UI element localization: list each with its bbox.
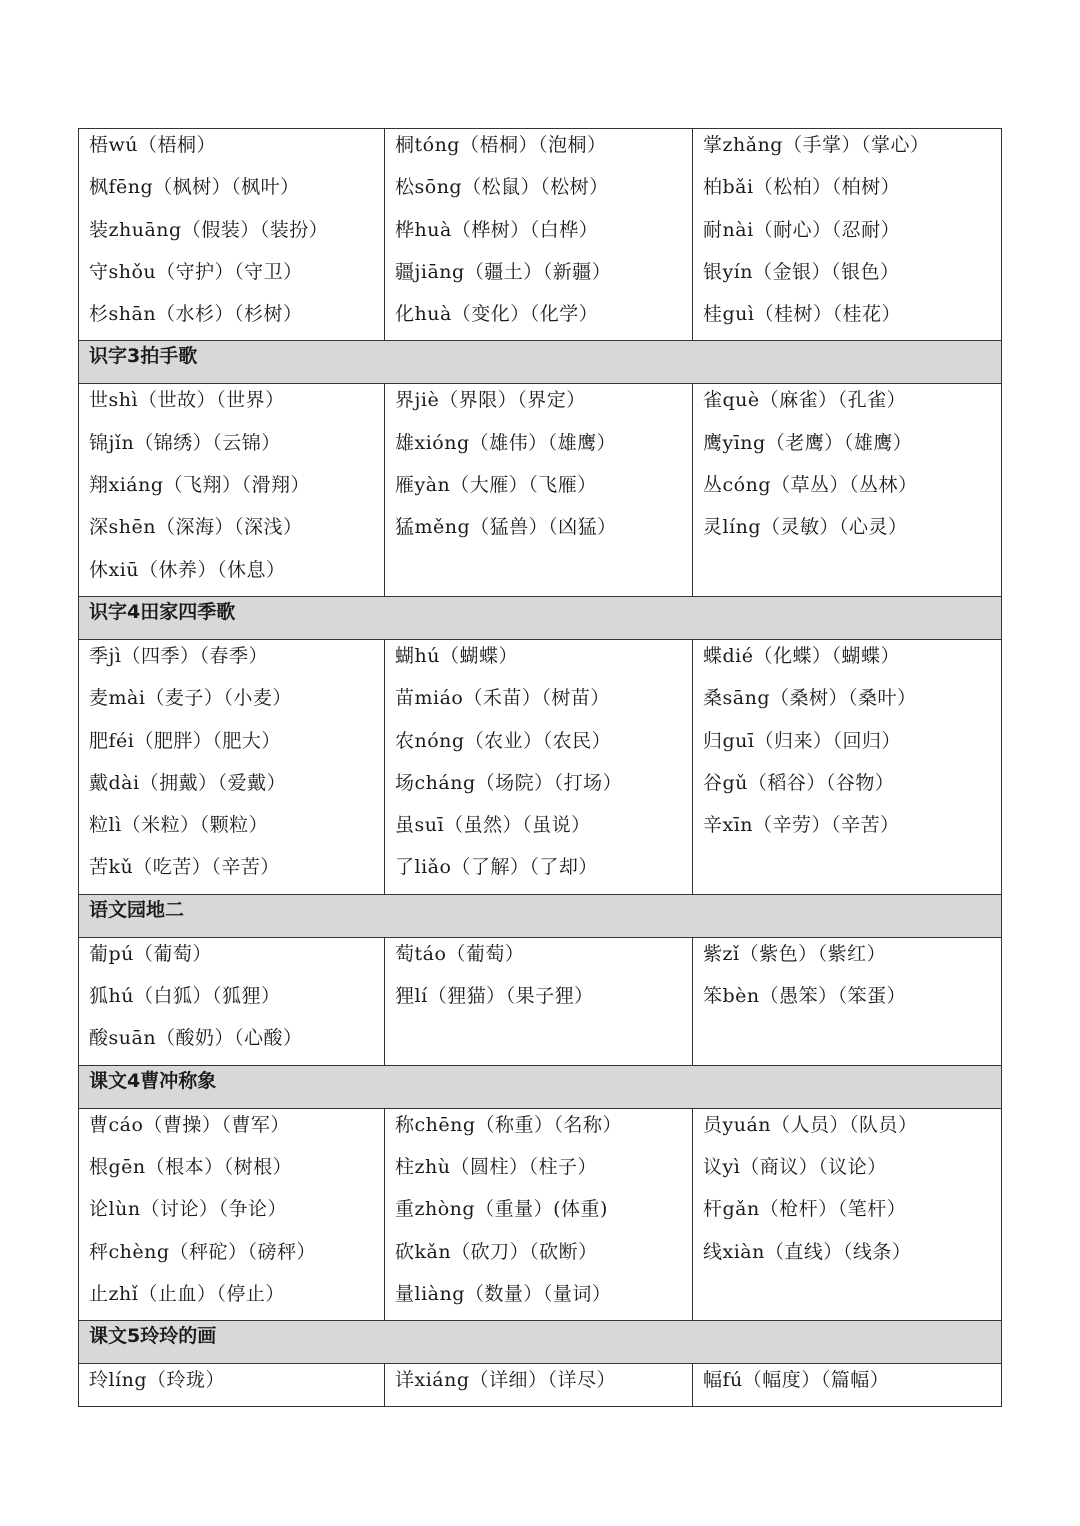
word-group-row [79, 1108, 1002, 1320]
vocabulary-entry: 称chēng（称重）（名称） [395, 1113, 623, 1136]
vocabulary-entry: 枫fēng（枫树）（枫叶） [89, 176, 300, 199]
vocabulary-entry: 杆gǎn（枪杆）（笔杆） [703, 1198, 907, 1221]
vocabulary-entry: 桐tóng（梧桐）（泡桐） [395, 134, 607, 156]
vocabulary-entry: 柱zhù（圆柱）（柱子） [395, 1155, 597, 1178]
vocabulary-entry: 杉shān（水杉）（杉树） [89, 303, 303, 326]
word-column-cell [693, 639, 1002, 894]
vocabulary-entry: 萄táo（葡萄） [395, 942, 525, 965]
vocabulary-entry: 装zhuāng（假装）（装扮） [89, 218, 329, 241]
word-group-row [79, 384, 1002, 596]
vocabulary-entry: 狐hú（白狐）（狐狸） [89, 985, 281, 1008]
word-column-cell [385, 1108, 693, 1320]
vocabulary-entry: 桦huà（桦树）（白桦） [395, 218, 599, 241]
word-column-cell [385, 1364, 693, 1407]
vocabulary-entry: 秤chèng（秤砣）（磅秤） [89, 1240, 317, 1263]
vocabulary-table-body [79, 129, 1002, 1407]
vocabulary-entry: 砍kǎn（砍刀）（砍断） [395, 1240, 598, 1263]
vocabulary-entry: 根gēn（根本）（树根） [89, 1155, 293, 1178]
vocabulary-entry: 深shēn（深海）（深浅） [89, 516, 303, 539]
vocabulary-entry: 戴dài（拥戴）（爱戴） [89, 771, 287, 794]
vocabulary-entry: 场cháng（场院）（打场） [395, 771, 623, 794]
word-group-row [79, 937, 1002, 1065]
word-column-cell [79, 1364, 385, 1407]
word-group-row [79, 639, 1002, 894]
word-column-cell [79, 1108, 385, 1320]
section-header-row [79, 1321, 1002, 1364]
vocabulary-entry: 季jì（四季）（春季） [89, 644, 268, 667]
word-column-cell [385, 639, 693, 894]
vocabulary-entry: 银yín（金银）（银色） [703, 260, 900, 283]
vocabulary-entry: 桂guì（桂树）（桂花） [703, 303, 901, 326]
section-title: 课文5玲玲的画 [79, 1321, 1002, 1364]
vocabulary-entry: 掌zhǎng（手掌）（掌心） [703, 134, 930, 156]
vocabulary-entry: 柏bǎi（松柏）（柏树） [703, 176, 901, 199]
section-header-row [79, 341, 1002, 384]
vocabulary-entry: 猛měng（猛兽）（凶猛） [395, 516, 617, 539]
vocabulary-entry: 蝴hú（蝴蝶） [395, 644, 518, 667]
vocabulary-entry: 松sōng（松鼠）（松树） [395, 176, 609, 199]
vocabulary-entry: 重zhòng（重量）(体重) [395, 1198, 608, 1221]
vocabulary-entry: 梧wú（梧桐） [89, 134, 217, 156]
word-group-row [79, 1364, 1002, 1407]
vocabulary-entry: 肥féi（肥胖）（肥大） [89, 729, 281, 752]
section-header-row [79, 894, 1002, 937]
vocabulary-entry: 疆jiāng（疆土）（新疆） [395, 260, 612, 283]
section-header-row [79, 596, 1002, 639]
vocabulary-entry: 苦kǔ（吃苦）（辛苦） [89, 856, 280, 879]
vocabulary-entry: 苗miáo（禾苗）（树苗） [395, 687, 610, 710]
vocabulary-entry: 员yuán（人员）（队员） [703, 1113, 918, 1136]
vocabulary-entry: 量liàng（数量）（量词） [395, 1282, 612, 1305]
vocabulary-entry: 雄xióng（雄伟）（雄鹰） [395, 431, 617, 454]
section-title: 识字3拍手歌 [79, 341, 1002, 384]
word-group-row [79, 129, 1002, 341]
word-column-cell [79, 384, 385, 596]
vocabulary-entry: 幅fú（幅度）（篇幅） [703, 1369, 890, 1392]
vocabulary-entry: 笨bèn（愚笨）（笨蛋） [703, 985, 907, 1008]
vocabulary-entry: 守shǒu（守护）（守卫） [89, 260, 303, 283]
vocabulary-entry: 雁yàn（大雁）（飞雁） [395, 474, 597, 497]
vocabulary-entry: 耐nài（耐心）（忍耐） [703, 218, 901, 241]
vocabulary-entry: 麦mài（麦子）（小麦） [89, 687, 292, 710]
section-header-row [79, 1065, 1002, 1108]
word-column-cell [79, 937, 385, 1065]
word-column-cell [693, 1364, 1002, 1407]
vocabulary-entry: 酸suān（酸奶）（心酸） [89, 1027, 303, 1050]
vocabulary-entry: 休xiū（休养）（休息） [89, 558, 286, 581]
vocabulary-entry: 了liǎo（了解）（了却） [395, 856, 598, 879]
vocabulary-entry: 详xiáng（详细）（详尽） [395, 1369, 617, 1392]
word-column-cell [385, 384, 693, 596]
vocabulary-entry: 狸lí（狸猫）（果子狸） [395, 985, 594, 1008]
vocabulary-entry: 葡pú（葡萄） [89, 942, 212, 965]
vocabulary-entry: 粒lì（米粒）（颗粒） [89, 814, 269, 837]
word-column-cell [79, 129, 385, 341]
vocabulary-entry: 论lùn（讨论）（争论） [89, 1198, 288, 1221]
vocabulary-entry: 灵líng（灵敏）（心灵） [703, 516, 908, 539]
section-title: 语文园地二 [79, 894, 1002, 937]
section-title: 识字4田家四季歌 [79, 596, 1002, 639]
word-column-cell [693, 384, 1002, 596]
vocabulary-entry: 桑sāng（桑树）（桑叶） [703, 687, 917, 710]
word-column-cell [693, 129, 1002, 341]
vocabulary-entry: 翔xiáng（飞翔）（滑翔） [89, 474, 311, 497]
word-column-cell [385, 937, 693, 1065]
vocabulary-entry: 玲líng（玲珑） [89, 1369, 226, 1392]
vocabulary-entry: 虽suī（虽然）（虽说） [395, 814, 591, 837]
vocabulary-entry: 曹cáo（曹操）（曹军） [89, 1113, 290, 1136]
vocabulary-entry: 界jiè（界限）（界定） [395, 389, 586, 412]
vocabulary-entry: 锦jǐn（锦绣）（云锦） [89, 431, 281, 454]
vocabulary-table [78, 128, 1002, 1407]
vocabulary-entry: 化huà（变化）（化学） [395, 303, 599, 326]
vocabulary-entry: 议yì（商议）（议论） [703, 1155, 887, 1178]
vocabulary-entry: 止zhǐ（止血）（停止） [89, 1282, 285, 1305]
vocabulary-entry: 蝶dié（化蝶）（蝴蝶） [703, 644, 900, 667]
word-column-cell [693, 937, 1002, 1065]
section-title: 课文4曹冲称象 [79, 1065, 1002, 1108]
vocabulary-entry: 归guī（归来）（回归） [703, 729, 901, 752]
word-column-cell [79, 639, 385, 894]
vocabulary-entry: 线xiàn（直线）（线条） [703, 1240, 912, 1263]
word-column-cell [385, 129, 693, 341]
vocabulary-entry: 丛cóng（草丛）（丛林） [703, 474, 918, 497]
vocabulary-entry: 鹰yīng（老鹰）（雄鹰） [703, 431, 913, 454]
vocabulary-entry: 农nóng（农业）（农民） [395, 729, 612, 752]
vocabulary-entry: 紫zǐ（紫色）（紫红） [703, 942, 887, 965]
vocabulary-entry: 辛xīn（辛劳）（辛苦） [703, 814, 900, 837]
vocabulary-entry: 谷gǔ（稻谷）（谷物） [703, 771, 895, 794]
vocabulary-entry: 世shì（世故）（世界） [89, 389, 285, 412]
word-column-cell [693, 1108, 1002, 1320]
vocabulary-entry: 雀què（麻雀）（孔雀） [703, 389, 907, 412]
